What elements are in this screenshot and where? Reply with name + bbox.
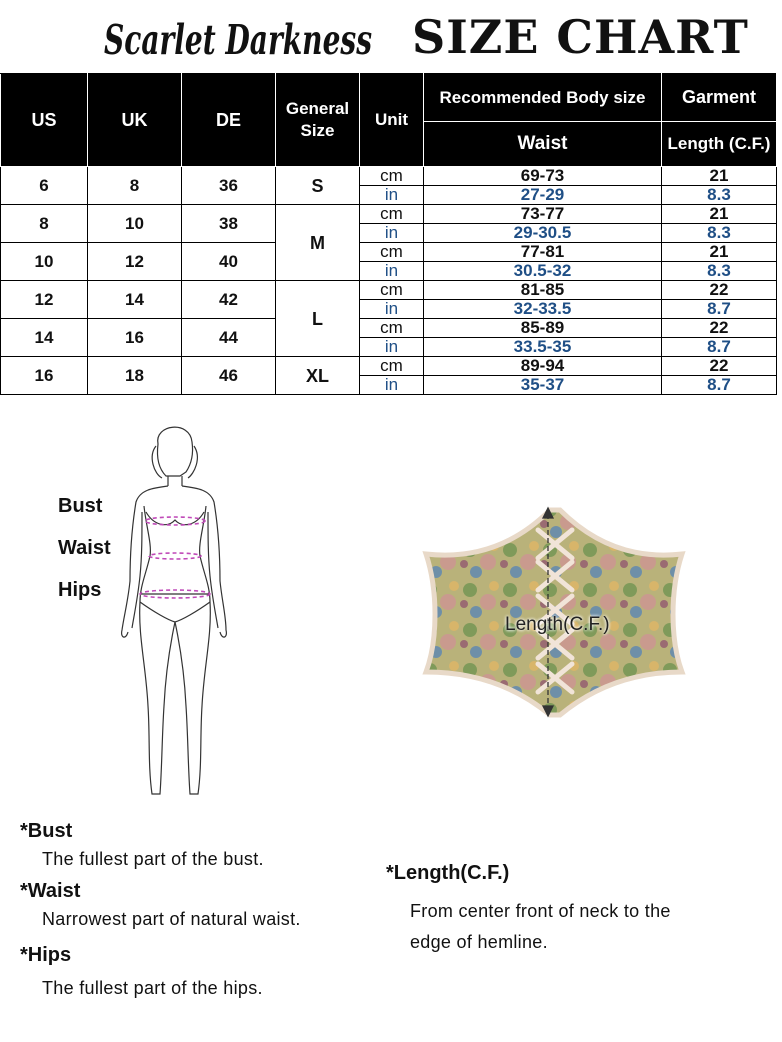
cell-waist: 32-33.5	[424, 300, 662, 319]
cell-uk: 18	[88, 357, 182, 395]
page-title: SIZE CHART	[412, 10, 749, 64]
cell-us: 12	[1, 281, 88, 319]
cell-unit: in	[360, 300, 424, 319]
cell-waist: 81-85	[424, 281, 662, 300]
brand-name: Scarlet Darkness	[104, 16, 372, 64]
cell-unit: cm	[360, 281, 424, 300]
cell-de: 46	[182, 357, 276, 395]
cell-waist: 89-94	[424, 357, 662, 376]
cell-waist: 27-29	[424, 186, 662, 205]
header-length: Length (C.F.)	[662, 122, 777, 167]
note-hips-heading: *Hips	[20, 944, 72, 966]
cell-length: 8.7	[662, 338, 777, 357]
cell-length: 21	[662, 243, 777, 262]
table-row	[1, 205, 777, 224]
hips-label: Hips	[58, 579, 102, 601]
cell-de: 36	[182, 167, 276, 205]
cell-waist: 35-37	[424, 376, 662, 395]
cell-de: 40	[182, 243, 276, 281]
cell-waist: 33.5-35	[424, 338, 662, 357]
body-figure-illustration	[118, 416, 228, 806]
header-recommended: Recommended Body size	[424, 74, 662, 122]
cell-de: 44	[182, 319, 276, 357]
cell-length: 22	[662, 281, 777, 300]
corset-length-label: Length(C.F.)	[505, 614, 610, 635]
cell-uk: 14	[88, 281, 182, 319]
cell-unit: in	[360, 186, 424, 205]
corset-illustration	[420, 500, 688, 722]
cell-unit: cm	[360, 205, 424, 224]
cell-waist: 69-73	[424, 167, 662, 186]
cell-uk: 10	[88, 205, 182, 243]
table-row	[1, 243, 777, 262]
header-general-size: General Size	[276, 74, 360, 167]
cell-uk: 12	[88, 243, 182, 281]
cell-unit: in	[360, 376, 424, 395]
cell-length: 8.3	[662, 186, 777, 205]
cell-general-size: L	[276, 281, 360, 357]
cell-length: 22	[662, 319, 777, 338]
cell-length: 21	[662, 205, 777, 224]
note-length-text-1: From center front of neck to the	[410, 901, 671, 921]
table-row	[1, 357, 777, 376]
cell-unit: cm	[360, 243, 424, 262]
cell-waist: 29-30.5	[424, 224, 662, 243]
cell-general-size: S	[276, 167, 360, 205]
cell-de: 42	[182, 281, 276, 319]
note-length-heading: *Length(C.F.)	[386, 862, 510, 884]
cell-length: 21	[662, 167, 777, 186]
cell-de: 38	[182, 205, 276, 243]
cell-general-size: XL	[276, 357, 360, 395]
header-garment: Garment	[662, 74, 777, 122]
cell-unit: in	[360, 224, 424, 243]
cell-us: 6	[1, 167, 88, 205]
cell-unit: in	[360, 338, 424, 357]
note-waist-text: Narrowest part of natural waist.	[42, 909, 301, 929]
cell-us: 10	[1, 243, 88, 281]
cell-us: 14	[1, 319, 88, 357]
cell-waist: 30.5-32	[424, 262, 662, 281]
cell-unit: cm	[360, 357, 424, 376]
cell-uk: 16	[88, 319, 182, 357]
cell-length: 8.7	[662, 376, 777, 395]
header-de: DE	[182, 74, 276, 167]
note-waist-heading: *Waist	[20, 880, 81, 902]
note-bust-text: The fullest part of the bust.	[42, 849, 264, 869]
cell-unit: in	[360, 262, 424, 281]
note-length-text-2: edge of hemline.	[410, 932, 548, 952]
brand-logo	[100, 4, 376, 70]
size-chart-table	[0, 73, 777, 395]
cell-unit: cm	[360, 167, 424, 186]
note-hips-text: The fullest part of the hips.	[42, 978, 263, 998]
note-bust-heading: *Bust	[20, 820, 73, 842]
table-row	[1, 281, 777, 300]
cell-uk: 8	[88, 167, 182, 205]
table-row	[1, 319, 777, 338]
cell-general-size: M	[276, 205, 360, 281]
cell-waist: 85-89	[424, 319, 662, 338]
cell-us: 16	[1, 357, 88, 395]
cell-length: 8.3	[662, 262, 777, 281]
cell-length: 8.7	[662, 300, 777, 319]
header-us: US	[1, 74, 88, 167]
cell-length: 8.3	[662, 224, 777, 243]
bust-label: Bust	[58, 495, 103, 517]
header-unit: Unit	[360, 74, 424, 167]
cell-waist: 77-81	[424, 243, 662, 262]
header-uk: UK	[88, 74, 182, 167]
table-row	[1, 167, 777, 186]
cell-length: 22	[662, 357, 777, 376]
waist-label: Waist	[58, 537, 111, 559]
header-waist: Waist	[424, 122, 662, 167]
cell-waist: 73-77	[424, 205, 662, 224]
cell-us: 8	[1, 205, 88, 243]
cell-unit: cm	[360, 319, 424, 338]
